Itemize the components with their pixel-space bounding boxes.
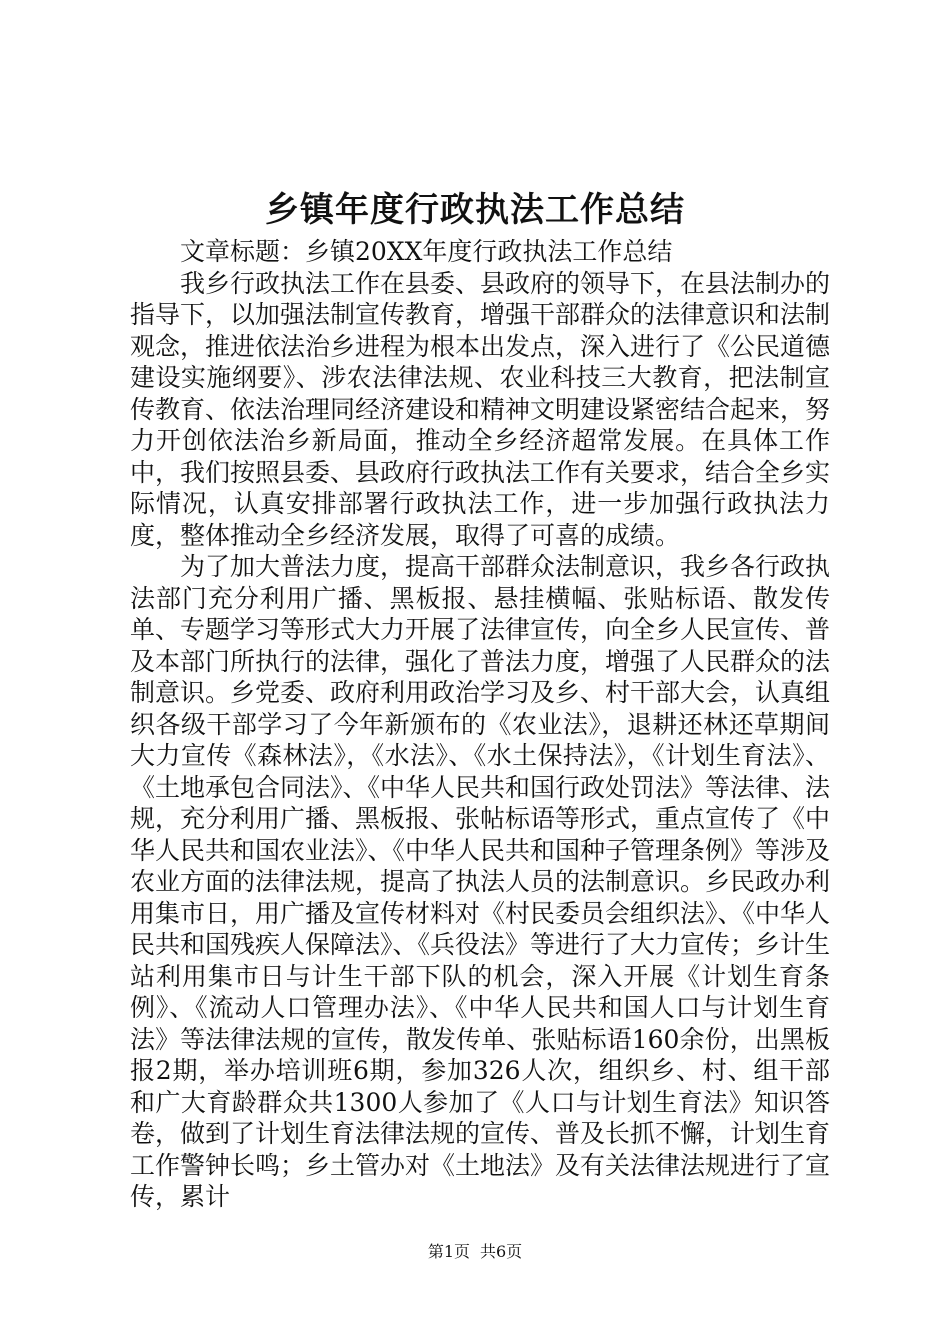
- document-body: [130, 236, 830, 1213]
- article-title-line: 文章标题：乡镇20XX年度行政执法工作总结: [180, 237, 673, 266]
- document-title: 乡镇年度行政执法工作总结: [265, 190, 685, 230]
- body-paragraph: 我乡行政执法工作在县委、县政府的领导下，在县法制办的指导下，以加强法制宣传教育，增强干部群众的法律意识和法制观念，推进依法治乡进程为根本出发点，深入进行了《公民道德建设实施纲要》、涉农法律法规、农业科技三大教育，把法制宣传教育、依法治理同经济建设和精神文明建设紧密结合起来，努力开创依法治乡新局面，推动全乡经济超常发展。在具体工作中，我们按照县委、县政府行政执法工作有关要求，结合全乡实际情况，认真安排部署行政执法工作，进一步加强行政执法力度，整体推动全乡经济发展，取得了可喜的成绩。: [130, 268, 831, 550]
- body-paragraph: 为了加大普法力度，提高干部群众法制意识，我乡各行政执法部门充分利用广播、黑板报、悬挂横幅、张贴标语、散发传单、专题学习等形式大力开展了法律宣传，向全乡人民宣传、普及本部门所执行的法律，强化了普法力度，增强了人民群众的法制意识。乡党委、政府利用政治学习及乡、村干部大会，认真组织各级干部学习了今年新颁布的《农业法》，退耕还林还草期间大力宣传《森林法》，《水法》、《水土保持法》，《计划生育法》、《土地承包合同法》、《中华人民共和国行政处罚法》等法律、法规，充分利用广播、黑板报、张帖标语等形式，重点宣传了《中华人民共和国农业法》、《中华人民共和国种子管理条例》等涉及农业方面的法律法规，提高了执法人员的法制意识。乡民政办利用集市日，用广播及宣传材料对《村民委员会组织法》、《中华人民共和国残疾人保障法》、《兵役法》等进行了大力宣传；乡计生站利用集市日与计生干部下队的机会，深入开展《计划生育条例》、《流动人口管理办法》、《中华人民共和国人口与计划生育法》等法律法规的宣传，散发传单、张贴标语160余份，出黑板报2期，举办培训班6期，参加326人次，组织乡、村、组干部和广大育龄群众共1300人参加了《人口与计划生育法》知识答卷，做到了计划生育法律法规的宣传、普及长抓不懈，计划生育工作警钟长鸣；乡土管办对《土地法》及有关法律法规进行了宣传，累计: [130, 552, 831, 1211]
- page-footer: [0, 1241, 950, 1263]
- page-total: 共6页: [480, 1242, 523, 1261]
- page-number: 第1页: [427, 1242, 470, 1261]
